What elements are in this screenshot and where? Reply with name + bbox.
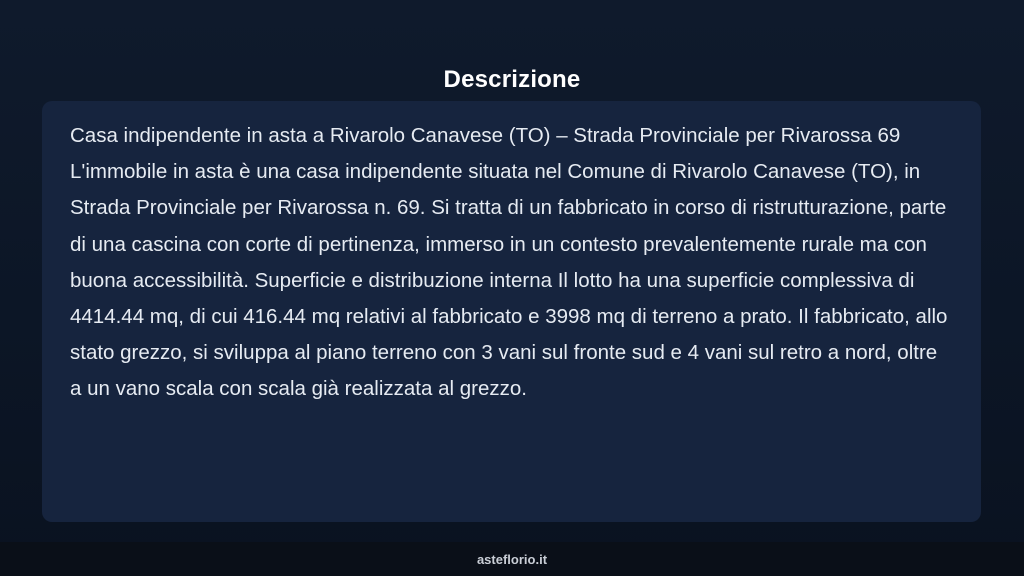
page-title: Descrizione — [443, 66, 581, 94]
description-text: Casa indipendente in asta a Rivarolo Canavese (TO) – Strada Provinciale per Rivarossa 69 L'immobile in asta è una casa indipendente situata nel Comune di Rivarolo Canavese (TO), in Strada Provinciale per Rivarossa n. 69. Si tratta di un fabbricato in corso di ristrutturazione, parte di una cascina con corte di pertinenza, immerso in un contesto prevalentemente rurale ma con buona accessibilità. Superficie e distribuzione interna Il lotto ha una superficie complessiva di 4414.44 mq, di cui 416.44 mq relativi al fabbricato e 3998 mq di terreno a prato. Il fabbricato, allo stato grezzo, si sviluppa al piano terreno con 3 vani sul fronte sud e 4 vani sul retro a nord, oltre a un vano scala con scala già realizzata al grezzo. — [70, 124, 948, 401]
description-panel — [42, 101, 981, 522]
footer-site-label: asteflorio.it — [476, 552, 548, 567]
